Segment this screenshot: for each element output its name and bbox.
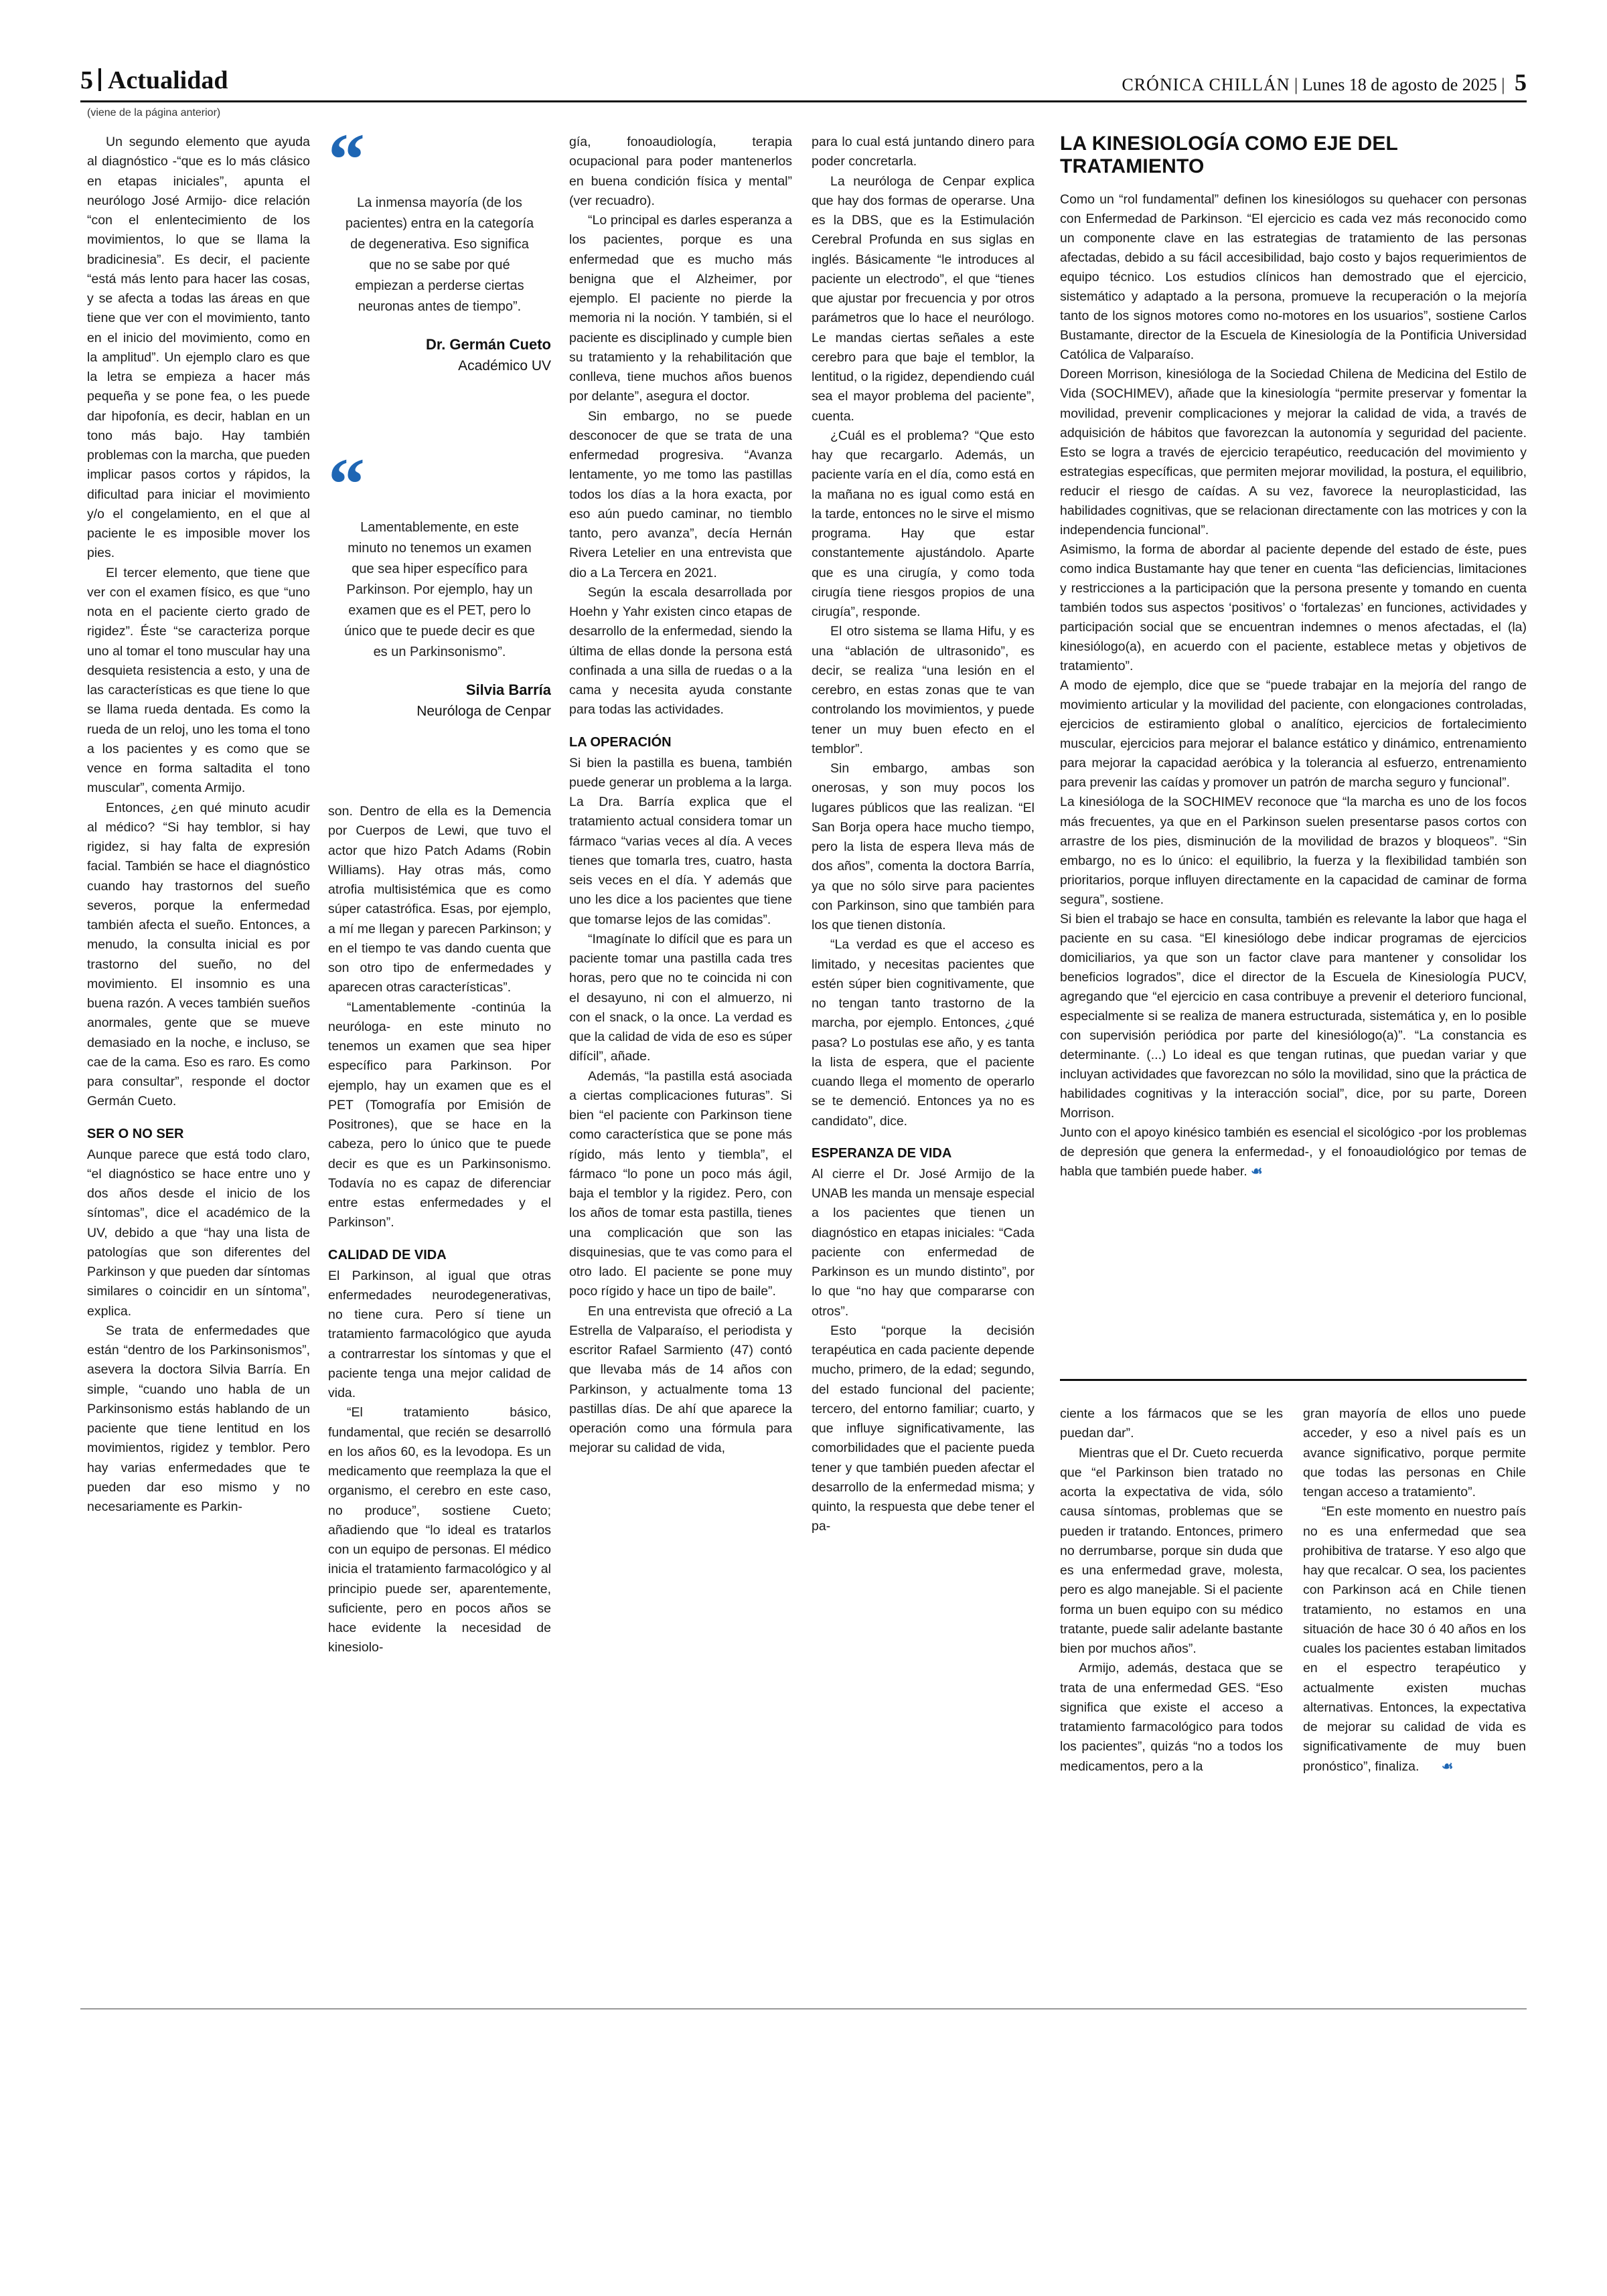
pull-quote-role: Académico UV	[458, 358, 551, 374]
paragraph: Como un “rol fundamental” definen los kinesiólogos su quehacer con personas con Enfermedad de Parkinson. “El ejercicio es cada vez más reconocido como un componente clave en las estrategias de tratamiento de las personas afectadas, debido a su fácil accesibilidad, bajo costo y bajos requerimientos de equipo técnico. Los estudios clínicos han demostrado que el ejercicio, sistemático y adaptado a la persona, promueve la recuperación o la mejoría tanto de los signos motores como no-motores en los usuarios”, sostiene Carlos Bustamante, director de la Escuela de Kinesiología de la Pontificia Universidad Católica de Valparaíso.	[1060, 192, 1527, 363]
footer-rule	[80, 2008, 1527, 2010]
quote-mark-icon: “	[328, 133, 365, 200]
paragraph: Sin embargo, no se puede desconocer de que se trata de una enfermedad progresiva. “Avanza lentamente, yo me tomo las pastillas todos los días a la hora exacta, por eso aún puedo caminar, no tiemblo tanto, pero avanza”, decía Hernán Rivera Letelier en una entrevista que dio a La Tercera en 2021.	[569, 408, 792, 580]
pull-quote-text: Lamentablemente, en este minuto no tenemos un examen que sea hiper específico para Parkinson. Por ejemplo, hay un examen que es el PET, pero lo único que te puede decir es que es un Parkinsonismo”.	[344, 519, 535, 659]
paragraph	[1060, 1123, 1527, 1181]
paragraph: Al cierre el Dr. José Armijo de la UNAB les manda un mensaje especial a los pacientes que tienen un diagnóstico en etapas iniciales: “Cada paciente con enfermedad de Parkinson es un mundo distinto”, por lo que “no hay que compararse con otros”.	[812, 1166, 1035, 1319]
paragraph: Sin embargo, ambas son onerosas, y son muy pocos los lugares públicos que las realizan. “El San Borja opera hace mucho tiempo, pero la lista de espera lleva más de dos años”, comenta la doctora Barría, ya que no sólo sirve para pacientes con Parkinson, sino que también para los que tienen distonía.	[812, 761, 1035, 932]
paragraph: “Lo principal es darles esperanza a los pacientes, porque es una enfermedad que es mucho más benigna que el Alzheimer, por ejemplo. El paciente no pierde la memoria ni la noción. Y también, si el paciente es disciplinado y cumple bien su tratamiento y la rehabilitación que conlleva, tiene muchos años buenos por delante”, asegura el doctor.	[569, 213, 792, 404]
continued-label: (viene de la página anterior)	[87, 107, 221, 118]
paragraph: Esto “porque la decisión terapéutica en cada paciente depende mucho, primero, de la edad; segundo, del estado funcional del paciente; tercero, del entorno familiar; cuarto, y que influye significativamente, las comorbilidades que el paciente pueda tener y que también pueden afectar el desarrollo de la enfermedad misma; y quinto, la respuesta que debe tener el pa-	[812, 1323, 1035, 1534]
article-column-3	[569, 133, 792, 1926]
subheading: SER O NO SER	[87, 1126, 184, 1141]
header-rule	[80, 100, 1527, 102]
paragraph: La kinesióloga de la SOCHIMEV reconoce que “la marcha es uno de los focos más frecuentes, ya que en el Parkinson suelen presentarse pasos cortos con arrastre de los pies, disminución de la movilidad de brazos y bloqueos”. “Sin embargo, no es lo único: el equilibrio, la fuerza y la flexibilidad también son prioritarios, porque influyen directamente en la capacidad de caminar de forma segura”, sostiene.	[1060, 795, 1527, 907]
article-column-4	[812, 133, 1035, 1926]
paragraph: El Parkinson, al igual que otras enfermedades neurodegenerativas, no tiene cura. Pero sí tiene un tratamiento farmacológico que ayuda a contrarrestar los síntomas y que el paciente tenga una mejor calidad de vida.	[328, 1268, 551, 1400]
closing-text: “En este momento en nuestro país no es una enfermedad que sea prohibitiva de tratarse. Y eso algo que hay que recalcar. O sea, los pacientes con Parkinson acá en Chile tienen tratamiento, no estamos en una situación de hace 30 ó 40 años en los cuales los pacientes estaban limitados en el espectro terapéutico y actualmente existen muchas alternativas. Entonces, la expectativa de mejorar su calidad de vida es significativamente de muy buen pronóstico”, finaliza.	[1303, 1504, 1526, 1774]
paragraph: son. Dentro de ella es la Demencia por Cuerpos de Lewi, que tuvo el actor que hizo Patch Adams (Robin Williams). Hay otras más, como atrofia multisistémica que es como súper catastrófica. Esas, por ejemplo, a mí me llegan y parecen Parkinson; y en el tiempo te vas dando cuenta que son otro tipo de enfermedades y aparecen otras características”.	[328, 804, 551, 995]
paragraph: “Imagínate lo difícil que es para un paciente tomar una pastilla cada tres horas, pero que no te coincida ni con el desayuno, ni con el almuerzo, ni con el snack, o la once. La verdad es que la calidad de vida de eso es súper difícil”, añade.	[569, 931, 792, 1064]
paragraph: Entonces, ¿en qué minuto acudir al médico? “Si hay temblor, si hay rigidez, si hay falta de expresión facial. También se hace el diagnóstico cuando hay trastornos del sueño severos, porque la enfermedad también afecta el sueño. Entonces, a menudo, la consulta inicial es por trastorno del sueño, no del movimiento. El insomnio es una buena razón. A veces también sueños anormales, gente que se mueve demasiado en la noche, e incluso, se cae de la cama. Eso es raro. Es como para consultar”, responde el doctor Germán Cueto.	[87, 800, 310, 1109]
page-number-right: 5	[1515, 69, 1527, 96]
paragraph	[1303, 1502, 1526, 1777]
subheading: ESPERANZA DE VIDA	[812, 1145, 952, 1161]
publication-date: Lunes 18 de agosto de 2025	[1302, 75, 1497, 94]
article-column-6	[1303, 1404, 1526, 1926]
section-header	[80, 66, 228, 95]
pull-quote-role: Neuróloga de Cenpar	[416, 703, 551, 719]
section-title: Actualidad	[108, 66, 228, 94]
subheading: LA OPERACIÓN	[569, 734, 672, 750]
paragraph: gran mayoría de ellos uno puede acceder, y eso a nivel país es un avance significativo, porque permite que todas las personas en Chile tengan acceso a tratamiento”.	[1303, 1406, 1526, 1499]
sidebar-body	[1060, 190, 1527, 1181]
paragraph: Se trata de enfermedades que están “dentro de los Parkinsonismos”, asevera la doctora Silvia Barría. En simple, “cuando uno habla de un Parkinsonismo estás hablando de un paciente que tiene lentitud en los movimientos, rigidez y temblor. Pero hay varias enfermedades que te pueden dar eso mismo y no necesariamente es Parkin-	[87, 1323, 310, 1514]
pull-quote-author: Silvia Barría	[465, 681, 551, 698]
publication-info: CRÓNICA CHILLÁN | Lunes 18 de agosto de 2025 | 5	[1122, 69, 1527, 96]
paragraph: El otro sistema se llama Hifu, y es una “ablación de ultrasonido”, es decir, se realiza “una lesión en el cerebro, en estas zonas que te van controlando los movimientos, y puede tener un muy buen efecto en el temblor”.	[812, 624, 1035, 756]
paragraph: Además, “la pastilla está asociada a ciertas complicaciones futuras”. Si bien “el paciente con Parkinson tiene como característica que se pone más rígido, más lento y tiembla”, el fármaco “lo pone un poco más ágil, baja el temblor y la rigidez. Pero, con los años de tomar esta pastilla, tienes una complicación que son las disquinesias, que te vas como para el otro lado. El paciente se pone muy poco rígido y hace un tipo de baile”.	[569, 1068, 792, 1299]
paragraph: Aunque parece que está todo claro, “el diagnóstico se hace entre uno y dos años desde el inicio de los síntomas”, dice el académico de la UV, debido a que “hay una lista de patologías que son diferentes del Parkinson y que pueden dar síntomas similares o coincidir en un síntoma”, explica.	[87, 1147, 310, 1319]
paragraph: ¿Cuál es el problema? “Que esto hay que recargarlo. Además, un paciente varía en el día, como está en la mañana no es igual como está en la tarde, entonces no le sirve el mismo programa. Hay que estar constantemente ajustándolo. Aparte que es una cirugía, y como toda cirugía tiene riesgos propios de una cirugía”, responde.	[812, 428, 1035, 619]
paragraph: Doreen Morrison, kinesióloga de la Sociedad Chilena de Medicina del Estilo de Vida (SOCHIMEV), añade que la kinesiología “permite preservar y fomentar la movilidad, prevenir complicaciones y mejorar la calidad de vida, a través de adquisición de hábitos que favorezcan la autonomía y seguridad del paciente. Esto se logra a través de ejercicio terapéutico, reeducación del movimiento y estrategias específicas, que permiten mejorar movilidad, la postura, el equilibrio, reducir el riesgo de caídas. A su vez, favorece la neuroplasticidad, las habilidades cognitivas, que se relacionan directamente con las motrices y con la independencia funcional”.	[1060, 367, 1527, 538]
quote-mark-icon: “	[328, 442, 365, 525]
article-column-2	[328, 133, 551, 1926]
paragraph: Según la escala desarrollada por Hoehn y Yahr existen cinco etapas de desarrollo de la enfermedad, siendo la última de ellas donde la persona está confinada a una silla de ruedas o a la cama y necesita ayuda constante para todas las actividades.	[569, 584, 792, 718]
end-mark-icon: ☙	[1441, 1758, 1454, 1774]
paragraph: “La verdad es que el acceso es limitado, y necesitas pacientes que estén súper bien cognitivamente, que no tengan tanto trastorno de la marcha, por ejemplo. Entonces, ¿qué pasa? Lo postulas ese año, y es tanta la lista de espera, que el paciente cuando llega el momento de operarlo se te demenció. Entonces ya no es candidato”, dice.	[812, 937, 1035, 1129]
paragraph: para lo cual está juntando dinero para poder concretarla.	[812, 135, 1035, 169]
article-column-5	[1060, 1404, 1283, 1926]
sidebar-title: LA KINESIOLOGÍA COMO EJE DEL TRATAMIENTO	[1060, 133, 1398, 177]
subheading: CALIDAD DE VIDA	[328, 1247, 447, 1262]
page-number-left: 5	[80, 66, 93, 94]
paragraph: Un segundo elemento que ayuda al diagnóstico -“que es lo más clásico en etapas iniciales”, apunta el neurólogo José Armijo- dice relación “con el enlentecimiento de los movimientos, lo que se llama la bradicinesia”. Es decir, el paciente “está más lento para hacer las cosas, y se afecta a todas las áreas en que tiene que ver con el movimiento, tanto en el inicio del movimiento, como en la amplitud”. Un ejemplo claro es que la letra se empieza a hacer más pequeña y se pone fea, o les puede dar hipofonía, es decir, hablan en un tono más bajo. Hay también problemas con la marcha, que pueden implicar pasos cortos y rápidos, la dificultad para iniciar el movimiento y/o el congelamiento, en el que al paciente le es imposible mover los pies.	[87, 135, 310, 561]
paragraph: gía, fonoaudiología, terapia ocupacional para poder mantenerlos en buena condición física y mental” (ver recuadro).	[569, 135, 792, 208]
paragraph: Si bien la pastilla es buena, también puede generar un problema a la larga. La Dra. Barría explica que el tratamiento actual considera tomar un fármaco “varias veces al día. A veces tienes que tomarla tres, cuatro, hasta seis veces en el día. Y además que uno les dice a los pacientes que tiene que tomarse lejos de las comidas”.	[569, 755, 792, 927]
sidebar-closing-text: Junto con el apoyo kinésico también es esencial el sicológico -por los problemas de depresión que genera la enfermedad-, y el fonoaudiológico por temas de habla que también puede haber.	[1060, 1125, 1527, 1179]
pull-quote-text: La inmensa mayoría (de los pacientes) entra en la categoría de degenerativa. Eso significa que no se sabe por qué empiezan a perderse ciertas neuronas antes de tiempo”.	[345, 195, 534, 314]
divider	[98, 68, 101, 91]
paragraph: “Lamentablemente -continúa la neuróloga- en este minuto no tenemos un examen que sea hiper específico para Parkinson. Por ejemplo, hay un examen que es el PET (Tomografía por Emisión de Positrones), que se hace en la cabeza, pero lo único que te puede decir es que es un Parkinsonismo. Todavía no es capaz de diferenciar entre estas enfermedades y el Parkinson”.	[328, 999, 551, 1230]
masthead	[80, 66, 1527, 96]
paragraph: Asimismo, la forma de abordar al paciente depende del estado de éste, pues como indica Bustamante hay que tener en cuenta “las deficiencias, limitaciones y restricciones a la participación que la persona presente y tomando en cuenta también todos sus aspectos ‘positivos’ o ‘fortalezas’ en funciones, actividades y participación social que se encuentran indemnes o menos afectadas, el (la) kinesiólogo(a), en acuerdo con el paciente, establece metas y objetivos de tratamiento”.	[1060, 542, 1527, 674]
paragraph: Armijo, además, destaca que se trata de una enfermedad GES. “Eso significa que existe el acceso a tratamiento farmacológico para todos los pacientes”, quizás “no a todos los medicamentos, pero a la	[1060, 1661, 1283, 1774]
paragraph: El tercer elemento, que tiene que ver con el examen físico, es que “uno nota en el paciente cierto grado de rigidez”. Éste “se caracteriza porque uno al tomar el tono muscular hay una desquieta resistencia a esto, y una de las características es que tiene lo que se llama rueda dentada. Es como la rueda de un reloj, uno les toma el tono a los pacientes y es como que se vence en forma saltadita el tono muscular”, comenta Armijo.	[87, 565, 310, 796]
sidebar-rule	[1060, 1379, 1527, 1381]
paragraph: A modo de ejemplo, dice que se “puede trabajar en la mejoría del rango de movimiento articular y la movilidad del paciente, con elongaciones controladas, ejercicios de estiramiento global o analítico, ejercicios de fortalecimiento muscular, ejercicios para mejorar el balance estático y dinámico, entrenamiento para mejorar la capacidad aeróbica y la tolerancia al esfuerzo, entrenamiento para prevenir las caídas y promover un patrón de marcha seguro y funcional”.	[1060, 678, 1527, 791]
paragraph: Si bien el trabajo se hace en consulta, también es relevante la labor que haga el paciente en su casa. “El kinesiólogo debe indicar programas de ejercicios domiciliarios, ya que son un factor clave para mantener y consolidar los beneficios logrados”, dice el director de la Escuela de Kinesiología PUCV, agregando que “el ejercicio en casa contribuye a prevenir el deterioro funcional, especialmente si se realiza de manera estructurada, sistemática y, en lo posible con supervisión periódica por parte del kinesiólogo(a)”. “La constancia es determinante. (...) Lo ideal es que tengan rutinas, que puedan variar y que incluyan actividades que favorezcan no sólo la movilidad, sino que la práctica de habilidades cognitivas y la interacción social”, dice, por su parte, Doreen Morrison.	[1060, 911, 1527, 1121]
sidebar-box	[1060, 133, 1527, 1181]
quotes-area	[328, 133, 551, 802]
paragraph: La neuróloga de Cenpar explica que hay dos formas de operarse. Una es la DBS, que es la Estimulación Cerebral Profunda en sus siglas en inglés. Básicamente “le introduces al paciente un electrodo”, el que “tienes que ajustar por frecuencia y por otros parámetros que lo hace el neurólogo. Le mandas ciertas señales a este cerebro para que baje el temblor, la lentitud, o la rigidez, dependiendo cuál sea el mayor problema del paciente”, cuenta.	[812, 173, 1035, 424]
paragraph: Mientras que el Dr. Cueto recuerda que “el Parkinson bien tratado no acorta la expectativa de vida, sólo causa síntomas, problemas que se pueden ir tratando. Entonces, primero no derrumbarse, porque sin duda que es una enfermedad grave, molesta, pero es algo manejable. Si el paciente forma un buen equipo con su médico tratante, puede salir adelante bastante bien por muchos años”.	[1060, 1445, 1283, 1656]
pull-quote-author: Dr. Germán Cueto	[425, 336, 551, 353]
publication-name: CRÓNICA CHILLÁN	[1122, 75, 1290, 94]
article-column-1	[87, 133, 310, 1926]
end-mark-icon: ☙	[1251, 1164, 1263, 1179]
paragraph: “El tratamiento básico, fundamental, que recién se desarrolló en los años 60, es la levodopa. Es un medicamento que reemplaza la que el organismo, el cerebro en este caso, no produce”, sostiene Cueto; añadiendo que “lo ideal es tratarlos con un equipo de personas. El médico inicia el tratamiento farmacológico y al principio puede ser, aparentemente, suficiente, pero en pocos años se hace evidente la necesidad de kinesiolo-	[328, 1405, 551, 1655]
paragraph: En una entrevista que ofreció a La Estrella de Valparaíso, el periodista y escritor Rafael Sarmiento (47) contó que llevaba más de 14 años con Parkinson, y actualmente toma 13 pastillas días. De ahí que aparece la operación como una fórmula para mejorar su calidad de vida,	[569, 1303, 792, 1456]
paragraph: ciente a los fármacos que se les puedan dar”.	[1060, 1406, 1283, 1441]
